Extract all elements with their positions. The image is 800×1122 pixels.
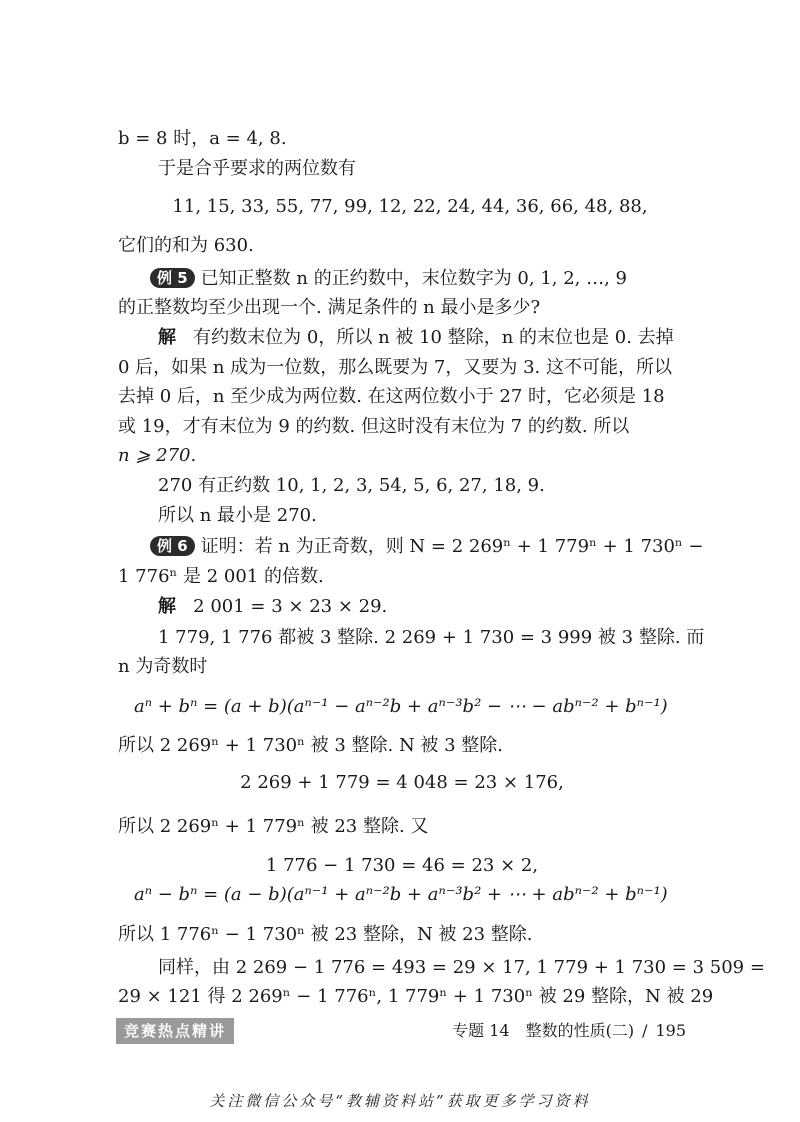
- solution-line: [158, 325, 686, 351]
- text-line: 它们的和为 630.: [118, 235, 254, 256]
- text-line: 同样，由 2 269 − 1 776 = 493 = 29 × 17, 1 779 + 1 730 = 3 509 =: [158, 957, 765, 978]
- text-line: b = 8 时，a = 4, 8.: [118, 128, 287, 149]
- solution-label: 解: [158, 327, 176, 348]
- example-5-badge: 例 5: [150, 268, 195, 288]
- example-6-badge: 例 6: [150, 536, 195, 556]
- text-line: 0 后，如果 n 成为一位数，那么既要为 7，又要为 3. 这不可能，所以: [118, 357, 672, 378]
- series-tag: 竞赛热点精讲: [116, 1018, 234, 1044]
- equation: 1 776 − 1 730 = 46 = 23 × 2,: [265, 855, 539, 876]
- footer-separator: /: [642, 1021, 648, 1040]
- watermark-text: 关注微信公众号“教辅资料站”获取更多学习资料: [209, 1092, 591, 1110]
- text-line: 去掉 0 后，n 至少成为两位数. 在这两位数小于 27 时，它必须是 18: [118, 386, 665, 407]
- text-line: 1 779, 1 776 都被 3 整除. 2 269 + 1 730 = 3 999 被 3 整除. 而: [158, 627, 705, 648]
- text-line: 所以 2 269ⁿ + 1 730ⁿ 被 3 整除. N 被 3 整除.: [118, 735, 504, 756]
- inequality: n ⩾ 270.: [118, 445, 197, 466]
- solution-text: 有约数末位为 0，所以 n 被 10 整除，n 的末位也是 0. 去掉: [193, 327, 674, 348]
- text-line: n 为奇数时: [118, 656, 208, 677]
- formula-difference: aⁿ − bⁿ = (a − b)(aⁿ⁻¹ + aⁿ⁻²b + aⁿ⁻³b² + ⋯ + abⁿ⁻² + bⁿ⁻¹): [134, 884, 668, 905]
- text-line: 1 776ⁿ 是 2 001 的倍数.: [118, 566, 324, 587]
- formula-sum: aⁿ + bⁿ = (a + b)(aⁿ⁻¹ − aⁿ⁻²b + aⁿ⁻³b² − ⋯ − abⁿ⁻² + bⁿ⁻¹): [134, 696, 668, 717]
- text-line: 的正整数均至少出现一个. 满足条件的 n 最小是多少?: [118, 297, 541, 318]
- example-6-text: 证明：若 n 为正奇数，则 N = 2 269ⁿ + 1 779ⁿ + 1 730ⁿ −: [200, 536, 704, 557]
- text-line: 所以 1 776ⁿ − 1 730ⁿ 被 23 整除，N 被 23 整除.: [118, 924, 533, 945]
- number-list: 11, 15, 33, 55, 77, 99, 12, 22, 24, 44, 36, 66, 48, 88,: [172, 196, 648, 217]
- text-line: 所以 n 最小是 270.: [158, 505, 317, 526]
- text-line: 或 19，才有末位为 9 的约数. 但这时没有末位为 7 的约数. 所以: [118, 416, 630, 437]
- page-number: 195: [655, 1021, 686, 1040]
- text-line: 所以 2 269ⁿ + 1 779ⁿ 被 23 整除. 又: [118, 816, 429, 837]
- solution-line: [158, 594, 686, 620]
- text-line: 于是合乎要求的两位数有: [158, 158, 356, 179]
- topic-title: 专题 14 整数的性质(二): [452, 1021, 635, 1040]
- solution-label: 解: [158, 596, 176, 617]
- running-footer: [360, 1018, 686, 1044]
- text-line: 29 × 121 得 2 269ⁿ − 1 776ⁿ, 1 779ⁿ + 1 730ⁿ 被 29 整除，N 被 29: [118, 986, 714, 1007]
- example-5-line: [150, 266, 686, 292]
- example-6-line: [150, 534, 704, 560]
- equation: 2 269 + 1 779 = 4 048 = 23 × 176,: [240, 772, 564, 793]
- text-line: 270 有正约数 10, 1, 2, 3, 54, 5, 6, 27, 18, 9.: [158, 475, 545, 496]
- solution-text: 2 001 = 3 × 23 × 29.: [193, 596, 388, 617]
- example-5-text: 已知正整数 n 的正约数中，末位数字为 0, 1, 2, …, 9: [200, 268, 628, 289]
